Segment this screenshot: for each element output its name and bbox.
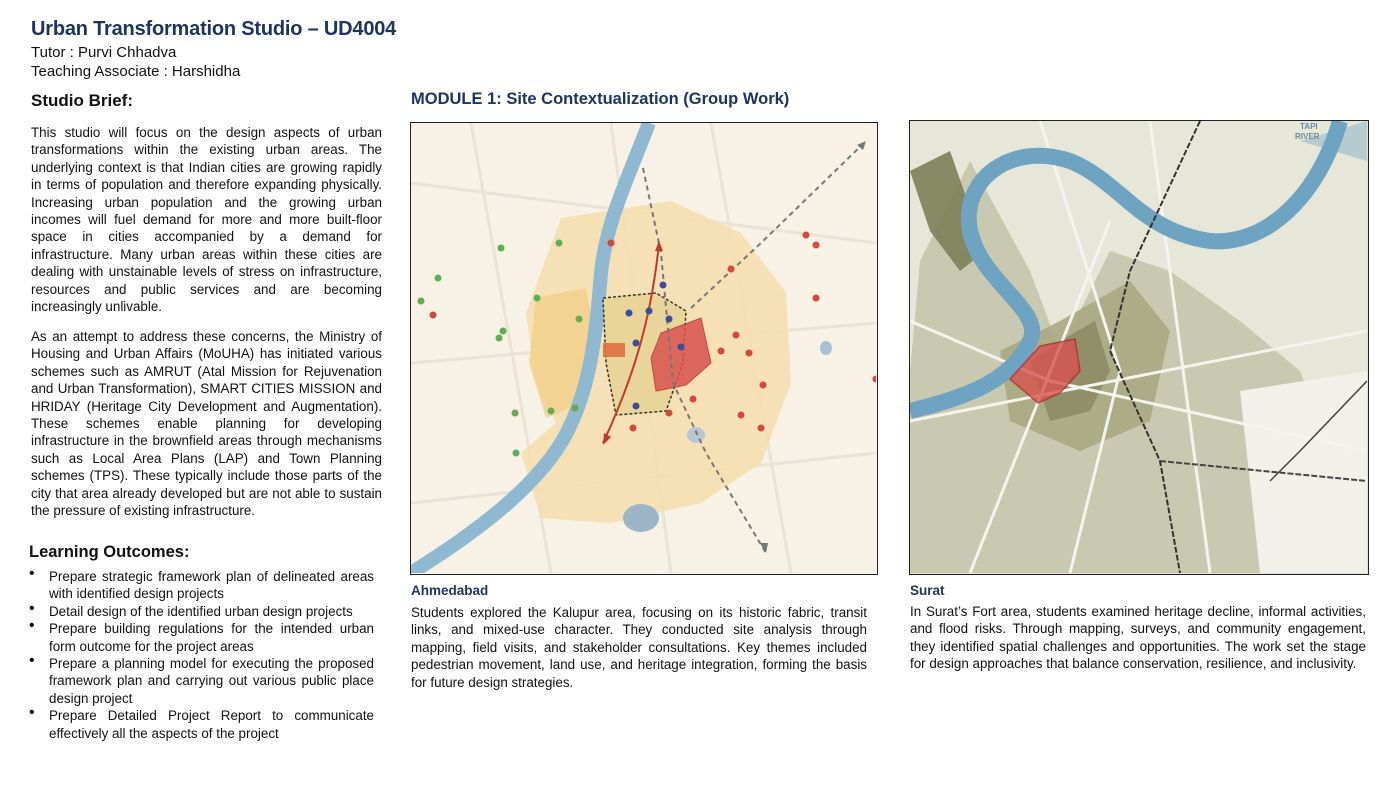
ahmedabad-label: Ahmedabad bbox=[411, 583, 489, 598]
brief-paragraph-2: As an attempt to address these concerns, the Ministry of Housing and Urban Affairs (MoUHA) has initiated various schemes such as AMRUT (Atal Mission for Rejuvenation and Urban Transformation), SMART CITIES MISSION and HRIDAY (Heritage City Development and Augmentation). These schemes enable planning for developing infrastructure in the brownfield areas through mechanisms such as Local Area Plans (LAP) and Town Planning schemes (TPS). These typically include those parts of the city that area already developed but are not able to sustain the pressure of existing infrastructure. bbox=[31, 329, 382, 519]
module-heading: MODULE 1: Site Contextualization (Group Work) bbox=[411, 90, 790, 108]
outcome-item: • Prepare strategic framework plan of delineated areas with identified design projects bbox=[29, 568, 374, 603]
surat-description: In Surat’s Fort area, students examined heritage decline, informal activities, and flood risks. Through mapping, surveys, and community engagement, they identified spatial challenges and opportunities. The work set the stage for design approaches that balance conservation, resilience, and inclusivity. bbox=[910, 604, 1366, 672]
teaching-associate-line: Teaching Associate : Harshidha bbox=[31, 63, 241, 80]
outcome-item: • Prepare building regulations for the intended urban form outcome for the project areas bbox=[29, 620, 374, 655]
ahmedabad-map-graphic bbox=[411, 123, 876, 573]
learning-outcomes-list bbox=[29, 568, 374, 742]
outcome-item: • Prepare Detailed Project Report to communicate effectively all the aspects of the project bbox=[29, 707, 374, 742]
page-title: Urban Transformation Studio – UD4004 bbox=[31, 18, 397, 40]
ahmedabad-map bbox=[410, 122, 878, 575]
surat-map bbox=[909, 120, 1369, 575]
ahmedabad-description: Students explored the Kalupur area, focusing on its historic fabric, transit links, and mixed-use character. They conducted site analysis through mapping, field visits, and stakeholder consultations. Key themes included pedestrian movement, land use, and heritage integration, forming the basis for future design strategies. bbox=[411, 605, 867, 690]
tapi-label: TAPI bbox=[1300, 122, 1318, 131]
outcome-item: • Detail design of the identified urban design projects bbox=[29, 603, 374, 620]
studio-brief-heading: Studio Brief: bbox=[31, 91, 133, 110]
river-label: RIVER bbox=[1295, 132, 1320, 141]
surat-label: Surat bbox=[910, 583, 945, 598]
learning-outcomes-heading: Learning Outcomes: bbox=[29, 543, 190, 561]
surat-map-graphic bbox=[910, 121, 1367, 573]
tutor-line: Tutor : Purvi Chhadva bbox=[31, 44, 177, 61]
outcome-item: • Prepare a planning model for executing the proposed framework plan and carrying out various public place design project bbox=[29, 655, 374, 707]
brief-paragraph-1: This studio will focus on the design aspects of urban transformations within the existing urban areas. The underlying context is that Indian cities are growing rapidly in terms of population and therefore expanding physically. Increasing urban population and the growing urban incomes will fuel demand for more and more built-floor space in cities accompanied by a demand for infrastructure. Many urban areas within these cities are dealing with unstainable levels of stress on infrastructure, resources and public services and are becoming increasingly unlivable. bbox=[31, 125, 382, 315]
